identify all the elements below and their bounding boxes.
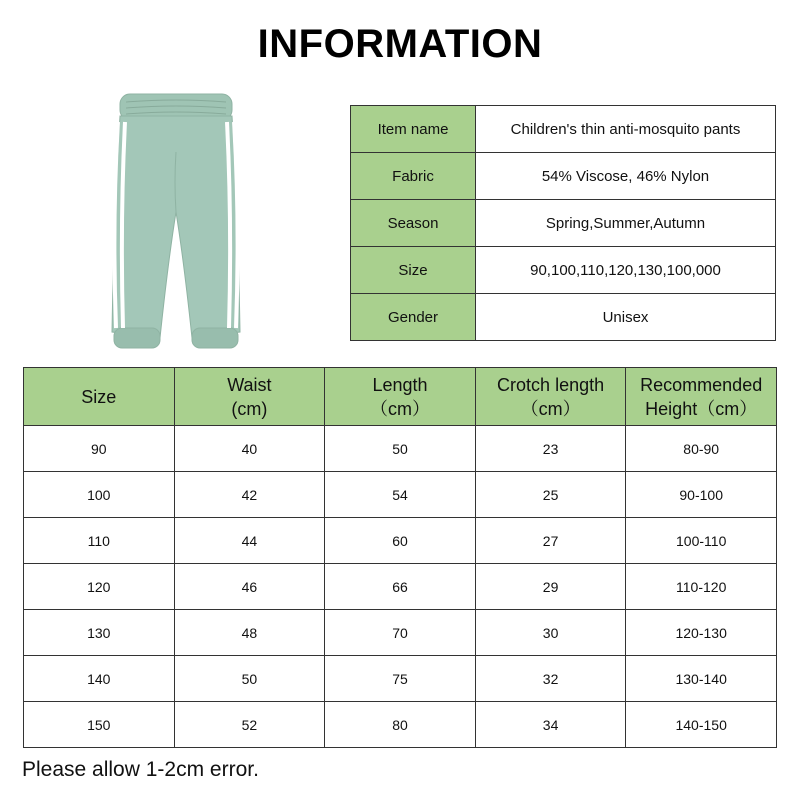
info-row-item-name	[351, 106, 776, 153]
cell-height: 130-140	[626, 656, 777, 702]
table-row	[24, 702, 777, 748]
info-row-season	[351, 200, 776, 247]
info-label: Fabric	[351, 153, 476, 200]
size-chart-header-row	[24, 368, 777, 426]
size-chart-table	[23, 367, 777, 748]
cell-length: 70	[325, 610, 476, 656]
table-row	[24, 472, 777, 518]
header-unit: （cm）	[520, 398, 581, 419]
product-image	[100, 92, 250, 354]
cell-waist: 48	[174, 610, 325, 656]
info-value: 90,100,110,120,130,100,000	[476, 247, 776, 294]
cell-crotch-length: 29	[475, 564, 626, 610]
header-unit: （cm）	[369, 398, 430, 419]
cell-waist: 42	[174, 472, 325, 518]
cell-size: 100	[24, 472, 175, 518]
page-title: INFORMATION	[257, 22, 543, 66]
cell-size: 120	[24, 564, 175, 610]
cell-waist: 44	[174, 518, 325, 564]
header-waist	[174, 368, 325, 426]
footnote: Please allow 1-2cm error.	[22, 758, 259, 781]
cell-waist: 50	[174, 656, 325, 702]
info-label: Gender	[351, 294, 476, 341]
cell-length: 60	[325, 518, 476, 564]
header-unit: (cm)	[231, 398, 268, 419]
cell-length: 54	[325, 472, 476, 518]
header-unit: Height（cm）	[645, 398, 758, 419]
cell-size: 130	[24, 610, 175, 656]
header-crotch-length	[475, 368, 626, 426]
info-row-size	[351, 247, 776, 294]
info-value: 54% Viscose, 46% Nylon	[476, 153, 776, 200]
header-size	[24, 368, 175, 426]
table-row	[24, 564, 777, 610]
cell-height: 80-90	[626, 426, 777, 472]
cell-length: 80	[325, 702, 476, 748]
info-label: Season	[351, 200, 476, 247]
cell-size: 90	[24, 426, 175, 472]
info-value: Unisex	[476, 294, 776, 341]
cell-crotch-length: 23	[475, 426, 626, 472]
cell-height: 100-110	[626, 518, 777, 564]
header-line: Size	[81, 386, 117, 407]
cell-crotch-length: 27	[475, 518, 626, 564]
table-row	[24, 610, 777, 656]
header-line: Recommended	[640, 374, 763, 395]
table-row	[24, 518, 777, 564]
info-label: Item name	[351, 106, 476, 153]
header-line: Waist	[227, 374, 272, 395]
cell-crotch-length: 25	[475, 472, 626, 518]
cell-length: 50	[325, 426, 476, 472]
table-row	[24, 426, 777, 472]
cell-crotch-length: 32	[475, 656, 626, 702]
cell-waist: 40	[174, 426, 325, 472]
cell-size: 110	[24, 518, 175, 564]
info-value: Children's thin anti-mosquito pants	[476, 106, 776, 153]
header-length	[325, 368, 476, 426]
cell-crotch-length: 34	[475, 702, 626, 748]
info-row-fabric	[351, 153, 776, 200]
cell-height: 90-100	[626, 472, 777, 518]
cell-height: 110-120	[626, 564, 777, 610]
table-row	[24, 656, 777, 702]
cell-length: 75	[325, 656, 476, 702]
cell-height: 140-150	[626, 702, 777, 748]
cell-size: 140	[24, 656, 175, 702]
header-line: Crotch length	[497, 374, 605, 395]
info-table	[350, 105, 776, 341]
cell-waist: 52	[174, 702, 325, 748]
info-label: Size	[351, 247, 476, 294]
cell-length: 66	[325, 564, 476, 610]
cell-waist: 46	[174, 564, 325, 610]
cell-crotch-length: 30	[475, 610, 626, 656]
header-recommended-height	[626, 368, 777, 426]
info-row-gender	[351, 294, 776, 341]
header-line: Length	[372, 374, 428, 395]
cell-size: 150	[24, 702, 175, 748]
info-value: Spring,Summer,Autumn	[476, 200, 776, 247]
cell-height: 120-130	[626, 610, 777, 656]
